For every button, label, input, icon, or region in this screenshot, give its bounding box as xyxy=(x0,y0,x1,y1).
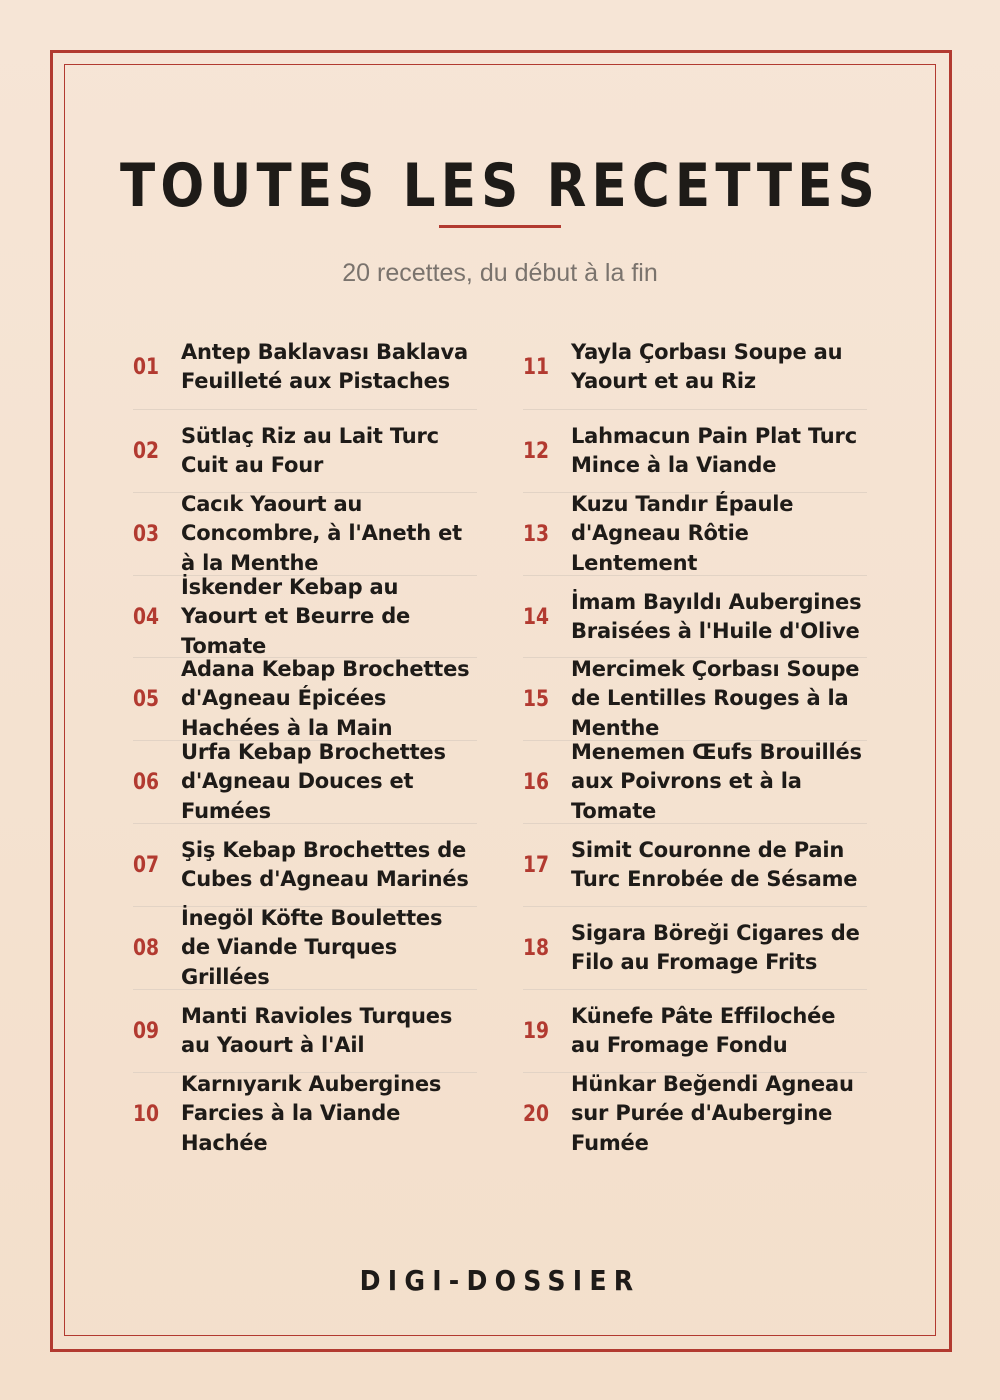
recipe-name: İnegöl Köfte Boulettes de Viande Turques Grillées xyxy=(181,905,443,989)
recipe-name: Simit Couronne de Pain Turc Enrobée de Sésame xyxy=(571,837,858,891)
recipe-item-06[interactable] xyxy=(133,740,477,823)
recipe-name: Yayla Çorbası Soupe au Yaourt et au Riz xyxy=(571,339,843,393)
recipe-name: Menemen Œufs Brouillés aux Poivrons et à la Tomate xyxy=(571,739,862,823)
brand-footer: DIGI-DOSSIER xyxy=(359,1264,641,1297)
recipe-number: 13 xyxy=(523,521,550,547)
recipe-number: 07 xyxy=(133,852,160,878)
recipe-item-19[interactable] xyxy=(523,989,867,1072)
recipe-number: 19 xyxy=(523,1018,550,1044)
recipe-name: Mercimek Çorbası Soupe de Lentilles Rouges à la Menthe xyxy=(571,656,860,740)
recipe-number: 05 xyxy=(133,686,160,712)
recipe-number: 15 xyxy=(523,686,550,712)
recipe-item-09[interactable] xyxy=(133,989,477,1072)
recipe-item-10[interactable] xyxy=(133,1072,477,1155)
recipe-number: 04 xyxy=(133,604,160,630)
recipe-name: Lahmacun Pain Plat Turc Mince à la Viande xyxy=(571,423,857,477)
page-title: TOUTES LES RECETTES xyxy=(120,151,880,221)
page-subtitle: 20 recettes, du début à la fin xyxy=(342,259,658,287)
recipe-number: 17 xyxy=(523,852,550,878)
recipe-number: 14 xyxy=(523,604,550,630)
title-underline xyxy=(439,225,561,228)
recipe-name: İmam Bayıldı Aubergines Braisées à l'Huile d'Olive xyxy=(571,589,862,643)
recipe-item-07[interactable] xyxy=(133,823,477,906)
recipe-item-11[interactable] xyxy=(523,326,867,408)
recipe-number: 03 xyxy=(133,521,160,547)
recipe-number: 08 xyxy=(133,935,160,961)
recipe-item-04[interactable] xyxy=(133,575,477,658)
recipe-item-17[interactable] xyxy=(523,823,867,906)
recipe-name: İskender Kebap au Yaourt et Beurre de Tomate xyxy=(181,574,411,658)
recipe-number: 16 xyxy=(523,769,550,795)
recipe-number: 02 xyxy=(133,438,160,464)
recipe-name: Sigara Böreği Cigares de Filo au Fromage Frits xyxy=(571,920,860,974)
recipe-item-03[interactable] xyxy=(133,492,477,575)
recipe-number: 11 xyxy=(523,354,550,380)
recipe-name: Hünkar Beğendi Agneau sur Purée d'Aubergine Fumée xyxy=(571,1071,854,1155)
recipe-item-15[interactable] xyxy=(523,657,867,740)
recipe-item-20[interactable] xyxy=(523,1072,867,1155)
recipe-item-13[interactable] xyxy=(523,492,867,575)
recipe-number: 09 xyxy=(133,1018,160,1044)
recipe-item-02[interactable] xyxy=(133,409,477,492)
recipe-name: Adana Kebap Brochettes d'Agneau Épicées Hachées à la Main xyxy=(181,656,470,740)
recipe-name: Antep Baklavası Baklava Feuilleté aux Pistaches xyxy=(181,339,468,393)
recipe-item-18[interactable] xyxy=(523,906,867,989)
recipe-name: Künefe Pâte Effilochée au Fromage Fondu xyxy=(571,1003,836,1057)
recipe-number: 06 xyxy=(133,769,160,795)
recipe-number: 20 xyxy=(523,1101,550,1127)
recipe-item-12[interactable] xyxy=(523,409,867,492)
recipe-name: Urfa Kebap Brochettes d'Agneau Douces et Fumées xyxy=(181,739,446,823)
recipe-name: Sütlaç Riz au Lait Turc Cuit au Four xyxy=(181,423,439,477)
recipe-name: Manti Ravioles Turques au Yaourt à l'Ail xyxy=(181,1003,453,1057)
recipe-item-05[interactable] xyxy=(133,657,477,740)
recipe-number: 01 xyxy=(133,354,160,380)
recipe-number: 18 xyxy=(523,935,550,961)
recipe-name: Cacık Yaourt au Concombre, à l'Aneth et à la Menthe xyxy=(181,491,463,575)
recipe-name: Şiş Kebap Brochettes de Cubes d'Agneau Marinés xyxy=(181,837,469,891)
recipe-number: 10 xyxy=(133,1101,160,1127)
recipe-name: Kuzu Tandır Épaule d'Agneau Rôtie Lentement xyxy=(571,491,794,575)
recipe-number: 12 xyxy=(523,438,550,464)
recipe-item-01[interactable] xyxy=(133,326,477,408)
recipe-item-08[interactable] xyxy=(133,906,477,989)
recipe-item-16[interactable] xyxy=(523,740,867,823)
recipe-name: Karnıyarık Aubergines Farcies à la Viande Hachée xyxy=(181,1071,442,1155)
recipe-item-14[interactable] xyxy=(523,575,867,658)
